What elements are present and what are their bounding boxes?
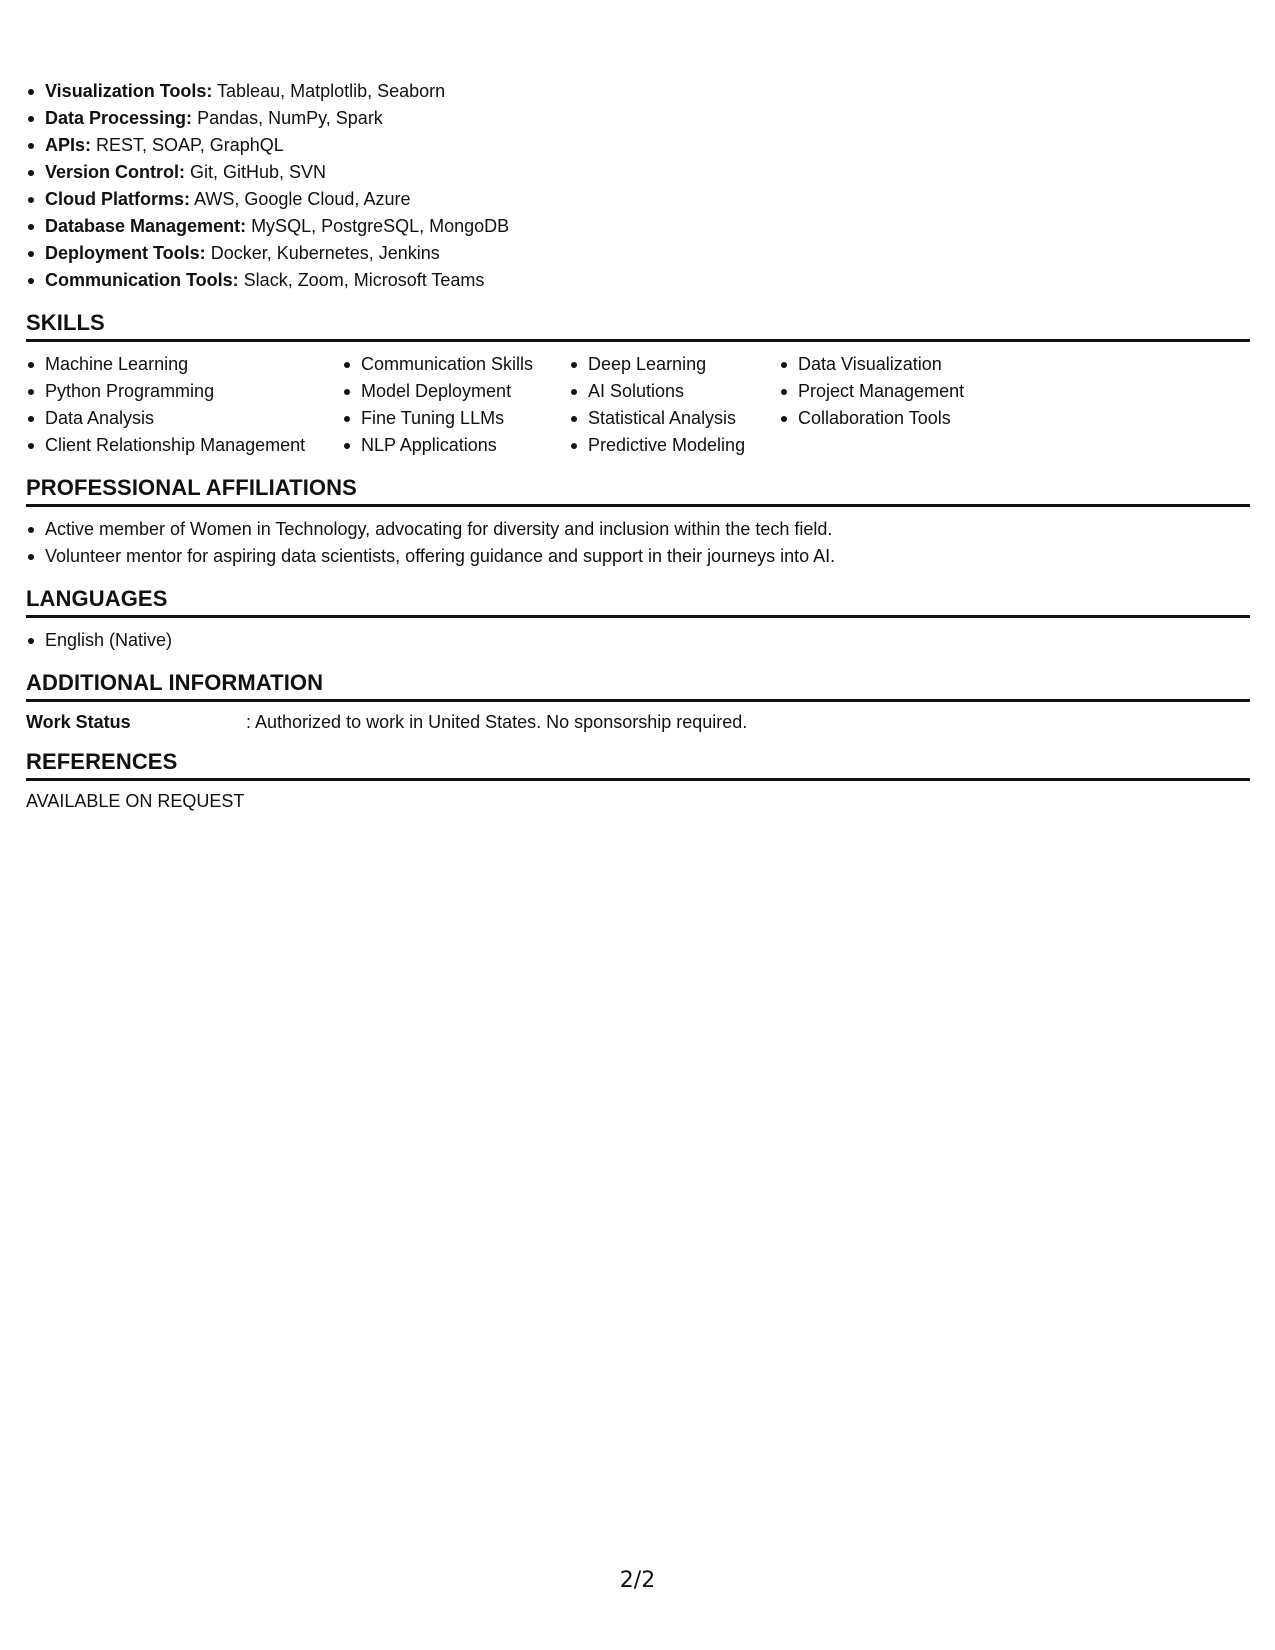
tool-value: Tableau, Matplotlib, Seaborn [212, 81, 446, 101]
list-item: Data Visualization [779, 351, 999, 378]
list-item: Collaboration Tools [779, 405, 999, 432]
list-item: Client Relationship Management [26, 432, 342, 459]
list-item [26, 132, 1250, 159]
tool-label: Deployment Tools: [45, 243, 206, 263]
list-item: NLP Applications [342, 432, 569, 459]
tool-label: Database Management: [45, 216, 247, 236]
list-item: AI Solutions [569, 378, 779, 405]
skills-section [26, 310, 1250, 459]
list-item: Statistical Analysis [569, 405, 779, 432]
list-item: Deep Learning [569, 351, 779, 378]
references-section [26, 749, 1250, 812]
references-text: AVAILABLE ON REQUEST [26, 791, 245, 811]
tool-value: MySQL, PostgreSQL, MongoDB [246, 216, 510, 236]
list-item: Model Deployment [342, 378, 569, 405]
tool-value: Slack, Zoom, Microsoft Teams [238, 270, 485, 290]
affiliations-list [26, 516, 1250, 570]
skills-column [342, 351, 569, 459]
affiliations-section [26, 475, 1250, 570]
skills-grid [26, 351, 1250, 459]
skills-column [26, 351, 342, 459]
tool-label: APIs: [45, 135, 92, 155]
tool-value: Pandas, NumPy, Spark [192, 108, 383, 128]
work-status-row [26, 711, 1250, 733]
list-item [26, 78, 1250, 105]
section-title-additional-info: ADDITIONAL INFORMATION [26, 670, 1250, 702]
section-title-skills: SKILLS [26, 310, 1250, 342]
list-item: Python Programming [26, 378, 342, 405]
list-item [26, 240, 1250, 267]
tool-label: Communication Tools: [45, 270, 239, 290]
list-item [26, 105, 1250, 132]
resume-page [26, 78, 1250, 812]
section-title-languages: LANGUAGES [26, 586, 1250, 618]
section-title-references: REFERENCES [26, 749, 1250, 781]
list-item: Data Analysis [26, 405, 342, 432]
skills-column [569, 351, 779, 459]
tool-label: Visualization Tools: [45, 81, 213, 101]
list-item: Predictive Modeling [569, 432, 779, 459]
work-status-value: : Authorized to work in United States. No sponsorship required. [246, 712, 748, 732]
additional-info-section [26, 670, 1250, 733]
tool-label: Version Control: [45, 162, 186, 182]
list-item: Fine Tuning LLMs [342, 405, 569, 432]
list-item [26, 186, 1250, 213]
tool-value: AWS, Google Cloud, Azure [190, 189, 411, 209]
languages-section [26, 586, 1250, 654]
languages-list [26, 627, 1250, 654]
tools-list [26, 78, 1250, 294]
list-item [26, 159, 1250, 186]
list-item: English (Native) [26, 627, 1250, 654]
section-title-affiliations: PROFESSIONAL AFFILIATIONS [26, 475, 1250, 507]
tool-value: Docker, Kubernetes, Jenkins [205, 243, 440, 263]
page-number: 2/2 [619, 1568, 656, 1593]
skills-column [779, 351, 999, 459]
list-item [26, 213, 1250, 240]
list-item: Communication Skills [342, 351, 569, 378]
list-item: Active member of Women in Technology, advocating for diversity and inclusion within the tech field. [26, 516, 1250, 543]
list-item: Project Management [779, 378, 999, 405]
tool-label: Cloud Platforms: [45, 189, 191, 209]
tool-label: Data Processing: [45, 108, 193, 128]
list-item: Volunteer mentor for aspiring data scientists, offering guidance and support in their journeys into AI. [26, 543, 1250, 570]
tool-value: Git, GitHub, SVN [185, 162, 327, 182]
tool-value: REST, SOAP, GraphQL [91, 135, 284, 155]
work-status-label: Work Status [26, 712, 131, 732]
list-item: Machine Learning [26, 351, 342, 378]
list-item [26, 267, 1250, 294]
